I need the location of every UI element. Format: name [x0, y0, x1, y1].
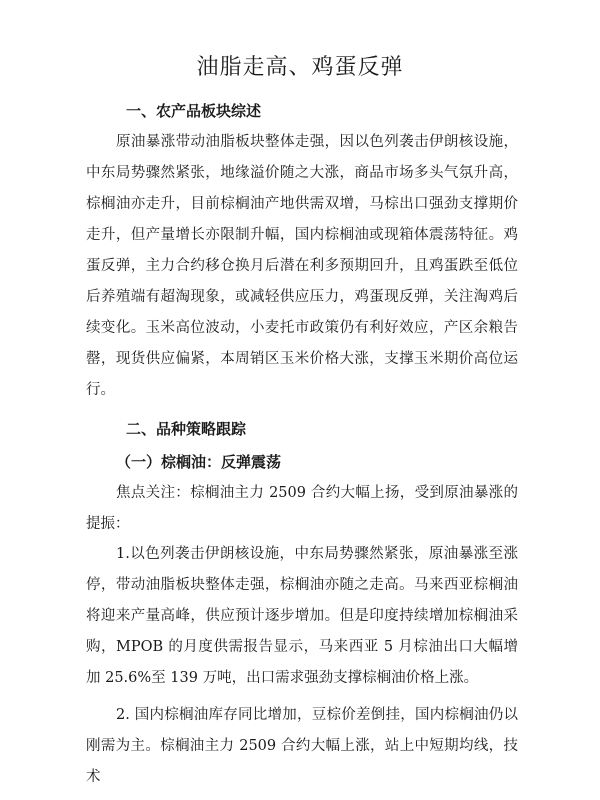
point1-paragraph: 1.以色列袭击伊朗核设施，中东局势骤然紧张，原油暴涨至涨停，带动油脂板块整体走强，棕榈油亦随之走高。马来西亚棕榈油将迎来产量高峰，供应预计逐步增加。但是印度持续增加棕榈油采购，MPOB 的月度供需报告显示，马来西亚 5 月棕油出口大幅增加 25.6%至 139 万吨，出口需求强劲支撑棕榈油价格上涨。	[86, 546, 518, 686]
focus-paragraph: 焦点关注：棕榈油主力 2509 合约大幅上扬，受到原油暴涨的提振：	[86, 485, 518, 532]
point2-paragraph: 2. 国内棕榈油库存同比增加，豆棕价差倒挂，国内棕榈油仍以刚需为主。棕榈油主力 2509 合约大幅上涨，站上中短期均线，技术	[86, 707, 518, 785]
section2-subheading: （一）棕榈油：反弹震荡	[116, 453, 282, 471]
section1-paragraph: 原油暴涨带动油脂板块整体走强，因以色列袭击伊朗核设施，中东局势骤然紧张，地缘溢价随之大涨，商品市场多头气氛升高，棕榈油亦走升，目前棕榈油产地供需双增，马棕出口强劲支撑期价走升，但产量增长亦限制升幅，国内棕榈油或现箱体震荡特征。鸡蛋反弹，主力合约移仓换月后潜在利多预期回升，且鸡蛋跌至低位后养殖端有超淘现象，或减轻供应压力，鸡蛋现反弹，关注淘鸡后续变化。玉米高位波动，小麦托市政策仍有利好效应，产区余粮告罄，现货供应偏紧，本周销区玉米价格大涨，支撑玉米期价高位运行。	[86, 134, 518, 398]
section2-heading: 二、品种策略跟踪	[126, 420, 247, 438]
document-title: 油脂走高、鸡蛋反弹	[196, 55, 404, 80]
section1-heading: 一、农产品板块综述	[126, 102, 262, 120]
